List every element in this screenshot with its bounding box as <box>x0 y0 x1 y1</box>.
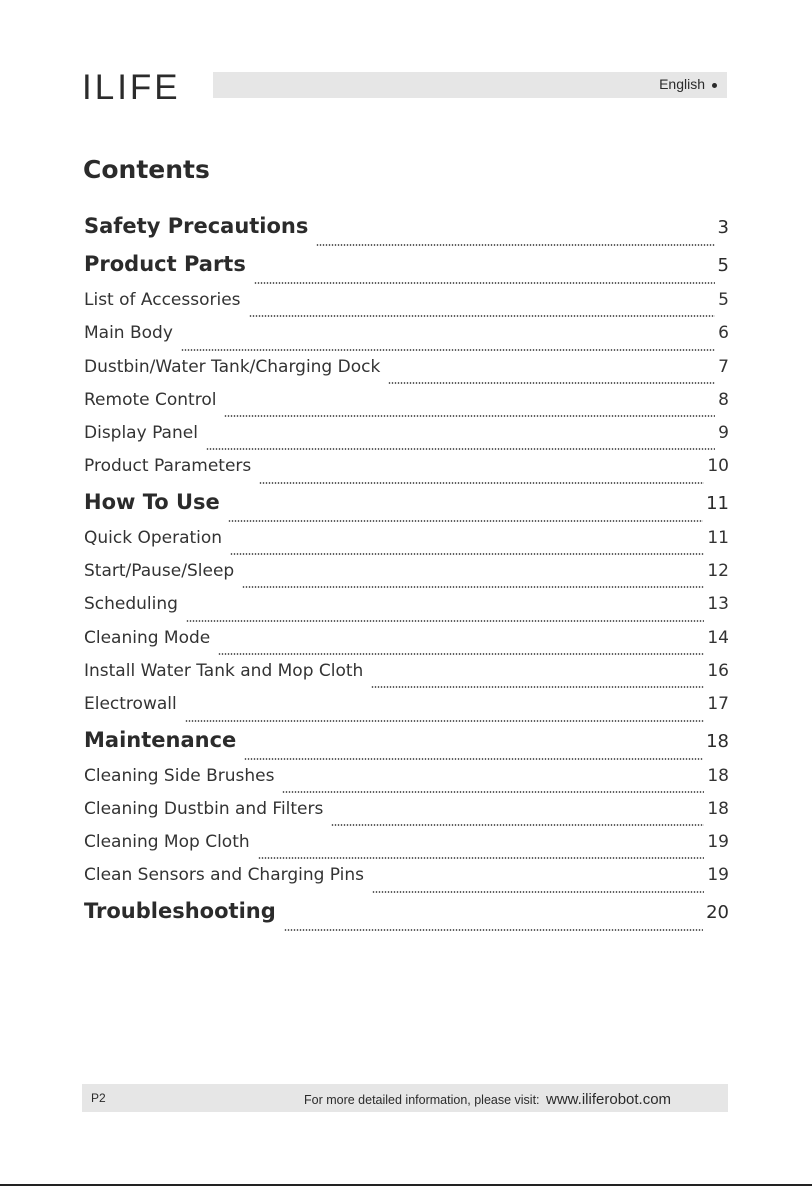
toc-entry-page: 16 <box>707 660 729 681</box>
toc-entry-label: Main Body <box>84 323 173 344</box>
toc-entry-label: Display Panel <box>84 423 198 444</box>
toc-entry[interactable] <box>84 456 729 489</box>
dot-leader <box>224 415 715 417</box>
toc-entry[interactable] <box>84 561 729 594</box>
toc-entry-page: 10 <box>707 456 729 477</box>
dot-leader <box>186 620 704 622</box>
dot-leader <box>284 929 703 931</box>
toc-entry-page: 19 <box>707 832 729 853</box>
dot-icon <box>712 83 717 88</box>
toc-entry-page: 13 <box>707 594 729 615</box>
language-indicator <box>659 76 717 92</box>
toc-entry-label: Start/Pause/Sleep <box>84 561 235 582</box>
dot-leader <box>185 720 705 722</box>
dot-leader <box>371 686 704 688</box>
website-link[interactable]: www.iliferobot.com <box>546 1091 672 1108</box>
toc-entry-page: 5 <box>718 290 729 310</box>
toc-entry-label: Dustbin/Water Tank/Charging Dock <box>84 356 381 377</box>
toc-entry-label: Product Parameters <box>84 456 252 477</box>
dot-leader <box>282 791 704 793</box>
dot-leader <box>258 857 705 859</box>
footer-note <box>304 1091 671 1108</box>
toc-entry-page: 18 <box>706 730 729 752</box>
toc-entry[interactable] <box>84 661 729 694</box>
toc-entry[interactable] <box>84 728 729 766</box>
footer-bar <box>82 1084 728 1112</box>
language-label: English <box>659 76 705 92</box>
dot-leader <box>244 758 703 760</box>
toc-entry-page: 18 <box>707 798 729 819</box>
brand-logo: ILIFE <box>82 68 181 107</box>
toc-entry[interactable] <box>84 290 729 323</box>
dot-leader <box>316 244 714 246</box>
toc-entry-page: 9 <box>718 423 729 444</box>
toc-entry-label: Cleaning Side Brushes <box>84 765 275 786</box>
toc-entry-label: List of Accessories <box>84 290 241 310</box>
dot-leader <box>249 315 716 317</box>
toc-entry[interactable] <box>84 694 729 727</box>
toc-entry-page: 17 <box>707 694 729 715</box>
toc-entry-page: 12 <box>707 561 729 582</box>
dot-leader <box>388 382 715 384</box>
toc-entry-page: 5 <box>717 255 729 276</box>
toc-entry[interactable] <box>84 323 729 356</box>
table-of-contents <box>84 214 729 937</box>
dot-leader <box>206 448 715 450</box>
toc-entry[interactable] <box>84 423 729 456</box>
toc-entry-page: 19 <box>707 865 729 886</box>
toc-entry[interactable] <box>84 252 729 290</box>
dot-leader <box>181 349 715 351</box>
toc-entry-label: Safety Precautions <box>84 214 309 238</box>
dot-leader <box>331 824 704 826</box>
toc-entry-page: 7 <box>718 356 729 377</box>
dot-leader <box>228 520 703 522</box>
toc-entry-label: Install Water Tank and Mop Cloth <box>84 660 364 681</box>
toc-entry[interactable] <box>84 490 729 528</box>
toc-entry-label: How To Use <box>84 489 220 514</box>
toc-entry[interactable] <box>84 628 729 661</box>
toc-entry-label: Maintenance <box>84 727 237 752</box>
toc-entry-label: Troubleshooting <box>84 898 276 923</box>
toc-entry-label: Cleaning Mode <box>84 627 211 648</box>
toc-entry-label: Scheduling <box>84 594 178 615</box>
toc-entry[interactable] <box>84 799 729 832</box>
dot-leader <box>254 282 715 284</box>
dot-leader <box>218 653 704 655</box>
dot-leader <box>259 482 704 484</box>
toc-entry-page: 6 <box>718 323 729 344</box>
toc-entry[interactable] <box>84 528 729 561</box>
toc-entry-page: 8 <box>718 389 729 410</box>
dot-leader <box>230 553 704 555</box>
toc-entry-label: Cleaning Mop Cloth <box>84 832 250 853</box>
toc-entry[interactable] <box>84 594 729 627</box>
page-title: Contents <box>83 155 210 184</box>
header-bar <box>213 72 727 98</box>
toc-entry-page: 18 <box>707 765 729 786</box>
footer-text: For more detailed information, please visit: <box>304 1093 540 1107</box>
toc-entry-label: Quick Operation <box>84 527 223 548</box>
toc-entry-page: 14 <box>707 627 729 648</box>
dot-leader <box>242 586 704 588</box>
toc-entry[interactable] <box>84 766 729 799</box>
toc-entry-page: 3 <box>717 217 729 238</box>
toc-entry[interactable] <box>84 390 729 423</box>
toc-entry-label: Electrowall <box>84 694 177 715</box>
toc-entry-label: Product Parts <box>84 252 246 276</box>
toc-entry-page: 11 <box>707 527 729 548</box>
toc-entry-label: Remote Control <box>84 389 217 410</box>
toc-entry[interactable] <box>84 899 729 937</box>
toc-entry-page: 11 <box>706 492 729 514</box>
toc-entry[interactable] <box>84 357 729 390</box>
toc-entry-page: 20 <box>706 901 729 923</box>
toc-entry[interactable] <box>84 865 729 898</box>
page-number: P2 <box>91 1091 106 1105</box>
toc-entry-label: Clean Sensors and Charging Pins <box>84 865 365 886</box>
dot-leader <box>372 891 704 893</box>
toc-entry[interactable] <box>84 214 729 252</box>
toc-entry-label: Cleaning Dustbin and Filters <box>84 798 324 819</box>
toc-entry[interactable] <box>84 832 729 865</box>
